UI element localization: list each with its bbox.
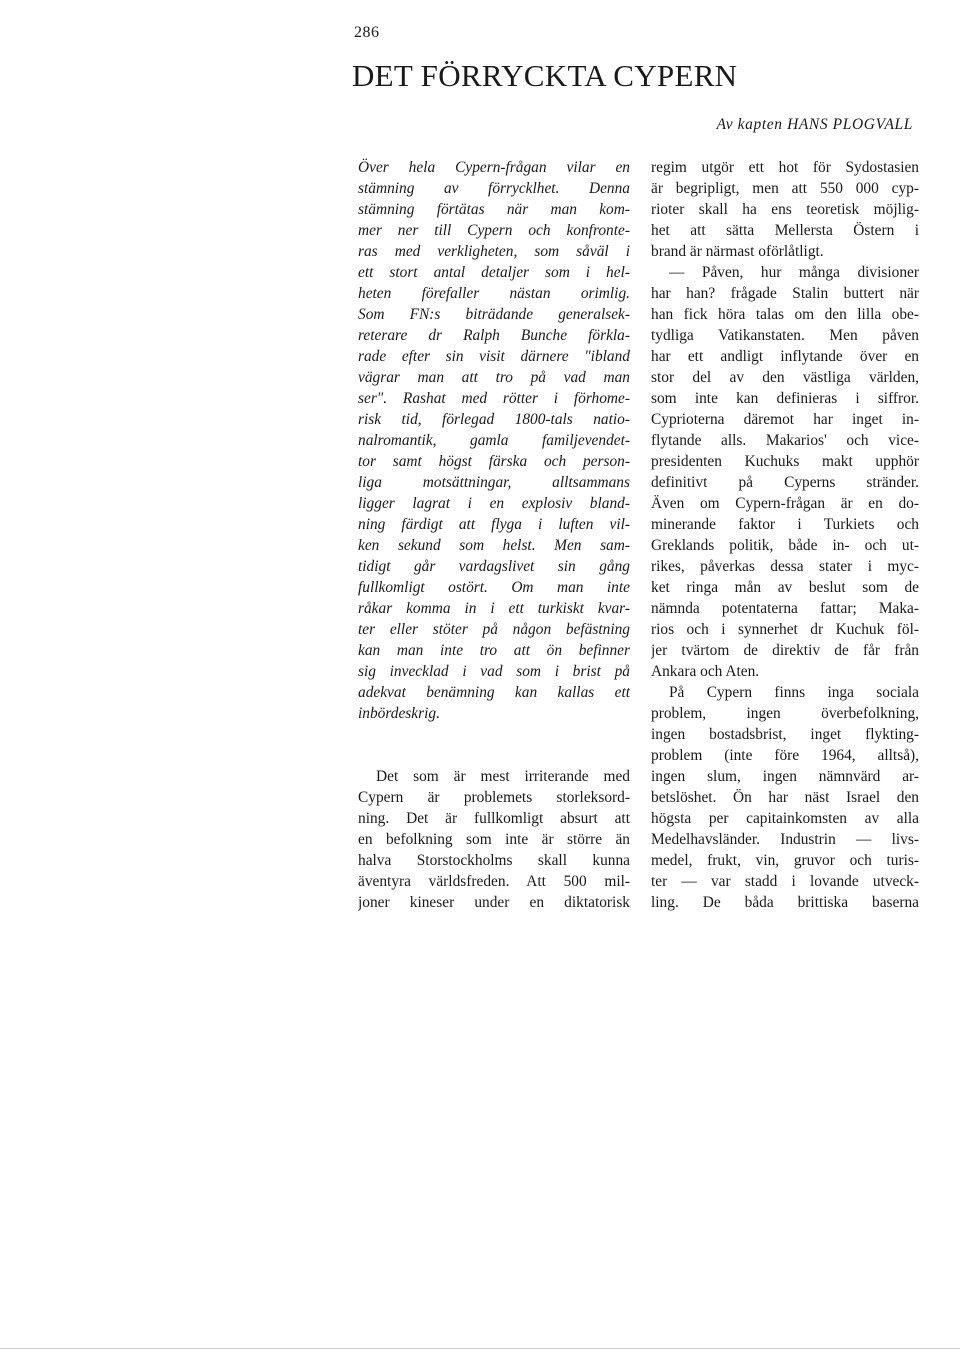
text-line: liga motsättningar, alltsammans <box>358 474 630 491</box>
text-line: joner kineser under en diktatorisk <box>358 894 630 911</box>
text-line: jer tvärtom de direktiv de får från <box>651 642 919 659</box>
text-line: betslöshet. Ön har näst Israel den <box>651 789 919 806</box>
text-line: äventyra världsfreden. Att 500 mil- <box>358 873 630 890</box>
text-line: — Påven, hur många divisioner <box>669 264 919 281</box>
text-line: Greklands politik, både in- och ut- <box>651 537 919 554</box>
text-line: ken sekund som helst. Men sam- <box>358 537 630 554</box>
text-line: Över hela Cypern-frågan vilar en <box>358 159 630 176</box>
text-line: Som FN:s biträdande generalsek- <box>358 306 630 323</box>
text-line: stämning av förrycklhet. Denna <box>358 180 630 197</box>
text-line: presidenten Kuchuks makt upphör <box>651 453 919 470</box>
text-line: På Cypern finns inga sociala <box>669 684 919 701</box>
text-line: adekvat benämning kan kallas ett <box>358 684 630 701</box>
right-column-text <box>651 157 919 913</box>
text-line: flytande alls. Makarios' och vice- <box>651 432 919 449</box>
text-line: Medelhavsländer. Industrin — livs- <box>651 831 919 848</box>
text-line: ning färdigt att flyga i luften vil- <box>358 516 630 533</box>
text-line: reterare dr Ralph Bunche förkla- <box>358 327 630 344</box>
text-line: heten förefaller nästan orimlig. <box>358 285 630 302</box>
text-line: ingen slum, ingen nämnvärd ar- <box>651 768 919 785</box>
text-line: har han? frågade Stalin buttert när <box>651 285 919 302</box>
left-column <box>358 157 630 913</box>
article-title: DET FÖRRYCKTA CYPERN <box>352 58 738 93</box>
text-line: regim utgör ett hot för Sydostasien <box>651 159 919 176</box>
byline <box>716 116 913 134</box>
text-line: är begripligt, men att 550 000 cyp- <box>651 180 919 197</box>
page-number: 286 <box>354 24 380 41</box>
text-line: nämnda potentaterna fattar; Maka- <box>651 600 919 617</box>
body-paragraph <box>358 766 630 913</box>
text-line: stämning förtätas när man kom- <box>358 201 630 218</box>
text-line: brand är närmast oförlåtligt. <box>651 243 824 260</box>
page-bottom-edge <box>0 1348 960 1349</box>
text-line: definitivt på Cyperns stränder. <box>651 474 919 491</box>
text-line: ter eller stöter på någon befästning <box>358 621 630 638</box>
lead-paragraph <box>358 157 630 724</box>
text-line: minerande faktor i Turkiets och <box>651 516 919 533</box>
text-line: ling. De båda brittiska baserna <box>651 894 919 911</box>
text-line: Cyprioterna däremot har inget in- <box>651 411 919 428</box>
text-line: sig invecklad i vad som i brist på <box>358 663 630 680</box>
text-line: har ett andligt inflytande över en <box>651 348 919 365</box>
text-line: problem, ingen överbefolkning, <box>651 705 919 722</box>
text-line: tydliga Vatikanstaten. Men påven <box>651 327 919 344</box>
text-line: ingen bostadsbrist, inget flykting- <box>651 726 919 743</box>
text-line: ket ringa mån av beslut som de <box>651 579 919 596</box>
text-line: han fick höra talas om den lilla obe- <box>651 306 919 323</box>
text-line: råkar komma in i ett turkiskt kvar- <box>358 600 630 617</box>
text-line: Ankara och Aten. <box>651 663 760 680</box>
text-line: tor samt högst färska och person- <box>358 453 630 470</box>
text-line: ett stort antal detaljer som i hel- <box>358 264 630 281</box>
text-line: ter — var stadd i lovande utveck- <box>651 873 919 890</box>
text-line: risk tid, förlegad 1800-tals natio- <box>358 411 630 428</box>
text-line: som inte kan definieras i siffror. <box>651 390 919 407</box>
text-line: högsta per capitainkomsten av alla <box>651 810 919 827</box>
text-line: nalromantik, gamla familjevendet- <box>358 432 630 449</box>
text-line: kan man inte tro att ön befinner <box>358 642 630 659</box>
right-column <box>651 157 919 913</box>
text-line: rioter skall ha ens teoretisk möjlig- <box>651 201 919 218</box>
text-line: ligger lagrat i en explosiv bland- <box>358 495 630 512</box>
text-line: problem (inte före 1964, alltså), <box>651 747 919 764</box>
text-line: vägrar man att tro på vad man <box>358 369 630 386</box>
text-line: ser". Rashat med rötter i förhome- <box>358 390 630 407</box>
text-line: het att sätta Mellersta Östern i <box>651 222 919 239</box>
text-line: fullkomligt ostört. Om man inte <box>358 579 630 596</box>
text-line: stor del av den västliga världen, <box>651 369 919 386</box>
text-line: en befolkning som inte är större än <box>358 831 630 848</box>
text-line: rikes, påverkas dessa stater i myc- <box>651 558 919 575</box>
paragraph-gap <box>358 724 630 766</box>
text-line: rios och i synnerhet dr Kuchuk föl- <box>651 621 919 638</box>
text-line: ning. Det är fullkomligt absurt att <box>358 810 630 827</box>
byline-prefix: Av kapten <box>716 116 783 133</box>
text-line: Även om Cypern-frågan är en do- <box>651 495 919 512</box>
text-line: tidigt går vardagslivet sin gång <box>358 558 630 575</box>
text-line: mer ner till Cypern och konfronte- <box>358 222 630 239</box>
text-line: rade efter sin visit därnere "ibland <box>358 348 630 365</box>
text-line: inbördeskrig. <box>358 705 440 722</box>
text-line: halva Storstockholms skall kunna <box>358 852 630 869</box>
byline-author: HANS PLOGVALL <box>787 116 913 133</box>
text-line: ras med verkligheten, som såväl i <box>358 243 630 260</box>
text-line: medel, frukt, vin, gruvor och turis- <box>651 852 919 869</box>
text-line: Cypern är problemets storleksord- <box>358 789 630 806</box>
text-line: Det som är mest irriterande med <box>376 768 630 785</box>
